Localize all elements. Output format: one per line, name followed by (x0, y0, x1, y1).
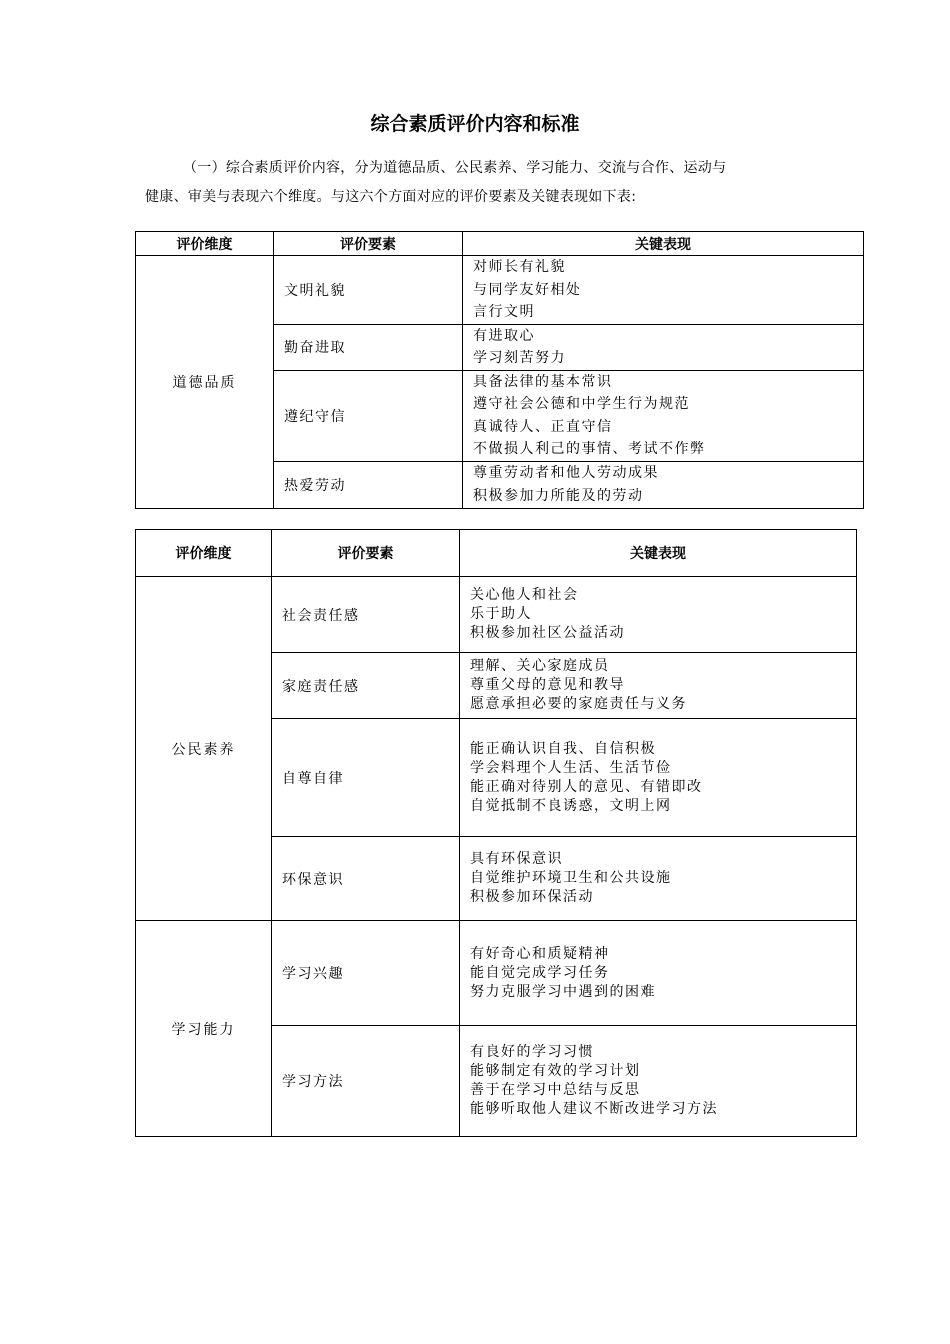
intro-line-2: 健康、审美与表现六个维度。与这六个方面对应的评价要素及关键表现如下表: (145, 189, 637, 205)
table-row (136, 256, 864, 325)
key-item: 能够制定有效的学习计划 (470, 1063, 641, 1079)
element-cell: 家庭责任感 (272, 653, 460, 719)
key-item: 言行文明 (473, 304, 535, 320)
intro-paragraph (145, 154, 835, 212)
key-item: 对师长有礼貌 (473, 259, 566, 275)
key-cell (460, 837, 857, 921)
key-cell (460, 653, 857, 719)
header-key-performance: 关键表现 (460, 530, 857, 577)
intro-line-1: （一）综合素质评价内容，分为道德品质、公民素养、学习能力、交流与合作、运动与 (183, 160, 727, 176)
element-cell: 热爱劳动 (274, 461, 463, 508)
key-item: 善于在学习中总结与反思 (470, 1082, 641, 1098)
key-item: 自觉维护环境卫生和公共设施 (470, 870, 672, 886)
header-key-performance: 关键表现 (463, 232, 864, 256)
key-item: 自觉抵制不良诱惑，文明上网 (470, 797, 672, 814)
key-item: 乐于助人 (470, 606, 532, 622)
key-cell (460, 577, 857, 653)
element-cell: 学习兴趣 (272, 921, 460, 1026)
table-row (136, 577, 857, 653)
key-cell (463, 370, 864, 461)
key-item: 积极参加环保活动 (470, 889, 594, 905)
key-item: 真诚待人、正直守信 (473, 418, 613, 435)
key-item: 学会料理个人生活、生活节俭 (470, 759, 672, 776)
key-item: 理解、关心家庭成员 (470, 658, 610, 674)
key-item: 尊重父母的意见和教导 (470, 677, 625, 693)
key-item: 有好奇心和质疑精神 (470, 945, 610, 962)
key-item: 具有环保意识 (470, 851, 563, 867)
dimension-cell: 道德品质 (136, 256, 274, 509)
table-header-row (136, 530, 857, 577)
key-item: 关心他人和社会 (470, 587, 579, 603)
key-item: 遵守社会公德和中学生行为规范 (473, 396, 690, 412)
element-cell: 学习方法 (272, 1026, 460, 1137)
element-cell: 自尊自律 (272, 719, 460, 837)
key-cell (460, 719, 857, 837)
key-item: 有进取心 (473, 327, 535, 344)
key-item: 能正确对待别人的意见、有错即改 (470, 778, 703, 795)
header-element: 评价要素 (272, 530, 460, 577)
table-header-row (136, 232, 864, 256)
key-item: 愿意承担必要的家庭责任与义务 (470, 696, 687, 712)
table-row (136, 921, 857, 1026)
key-cell (463, 256, 864, 325)
key-cell (460, 921, 857, 1026)
element-cell: 遵纪守信 (274, 370, 463, 461)
key-item: 与同学友好相处 (473, 281, 582, 298)
key-item: 努力克服学习中遇到的困难 (470, 983, 656, 1000)
key-item: 能自觉完成学习任务 (470, 964, 610, 981)
key-cell (463, 324, 864, 370)
dimension-cell: 学习能力 (136, 921, 272, 1137)
key-item: 不做损人利己的事情、考试不作弊 (473, 441, 706, 457)
page-title: 综合素质评价内容和标准 (370, 113, 580, 135)
key-item: 学习刻苦努力 (473, 350, 566, 366)
key-item: 积极参加力所能及的劳动 (473, 487, 644, 504)
key-item: 积极参加社区公益活动 (470, 625, 625, 641)
dimension-cell: 公民素养 (136, 577, 272, 921)
evaluation-table-moral (135, 231, 864, 509)
key-item: 有良好的学习习惯 (470, 1044, 594, 1060)
element-cell: 勤奋进取 (274, 324, 463, 370)
evaluation-table-civic-learning (135, 529, 857, 1137)
key-cell (463, 461, 864, 508)
element-cell: 环保意识 (272, 837, 460, 921)
key-item: 能够听取他人建议不断改进学习方法 (470, 1101, 718, 1117)
key-item: 具备法律的基本常识 (473, 373, 613, 390)
key-item: 能正确认识自我、自信积极 (470, 740, 656, 757)
header-element: 评价要素 (274, 232, 463, 256)
key-cell (460, 1026, 857, 1137)
element-cell: 社会责任感 (272, 577, 460, 653)
key-item: 尊重劳动者和他人劳动成果 (473, 465, 659, 481)
element-cell: 文明礼貌 (274, 256, 463, 325)
header-dimension: 评价维度 (136, 232, 274, 256)
header-dimension: 评价维度 (136, 530, 272, 577)
